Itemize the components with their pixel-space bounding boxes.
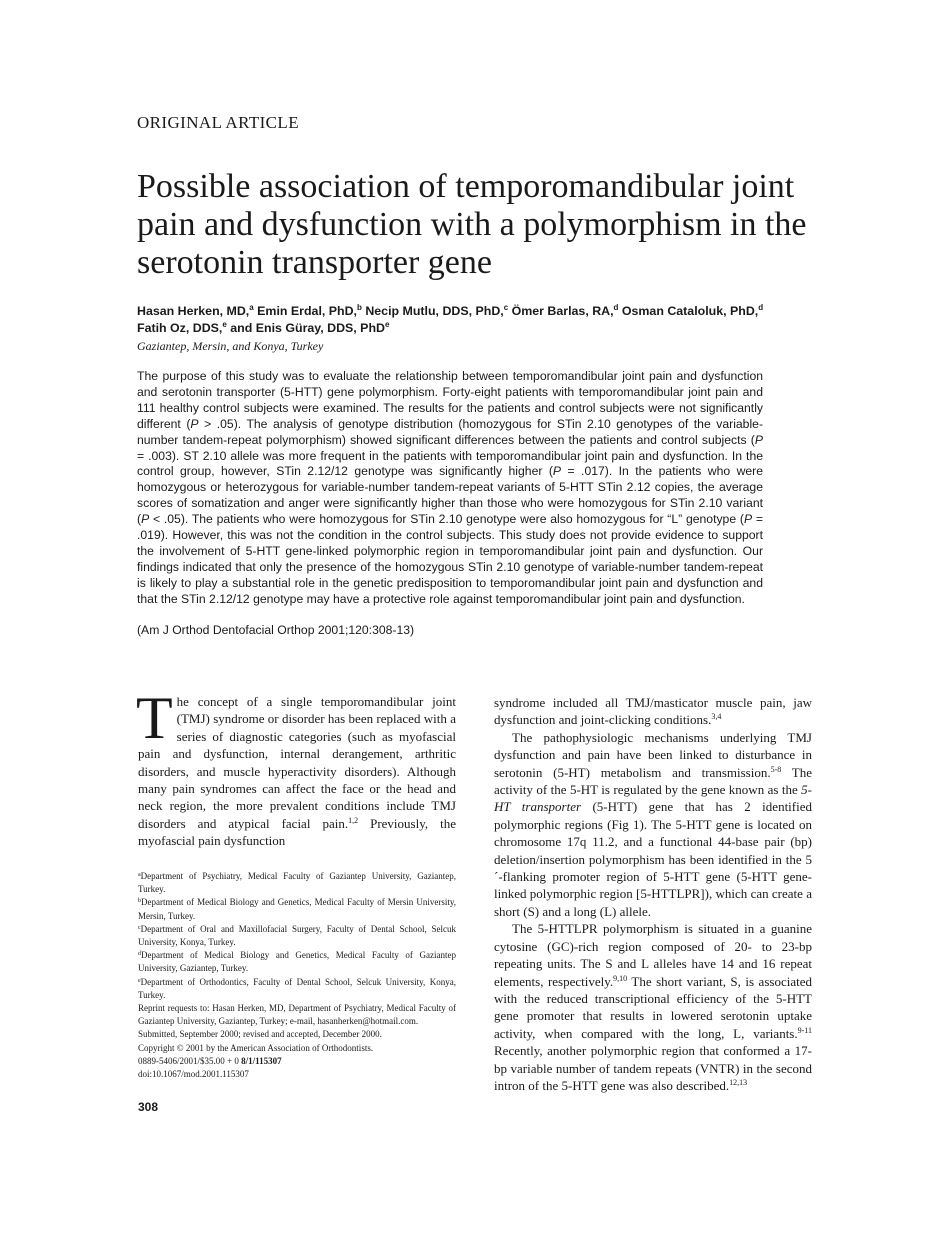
italic-text: 5-HT transporter bbox=[494, 782, 812, 815]
body-column-left bbox=[136, 685, 456, 850]
text-run: The activity of the 5-HT is regulated by the gene known as the bbox=[494, 764, 812, 798]
italic-text: P bbox=[552, 464, 562, 479]
citation-superscript: 3,4 bbox=[711, 712, 722, 722]
affiliation-marker: c bbox=[138, 924, 141, 931]
affiliation-marker: e bbox=[222, 320, 227, 329]
text-run: = .019). However, this was not the condition in the control subjects. This study does not provide evidence to support the involvement of 5-HTT gene-linked polymorphic region in temporomandibular joint pain and dysfunction. Our findings indicated that only the presence of the homozygous STin 2.10 genotype of variable-number tandem-repeat is likely to play a substantial role in the genetic predisposition to temporomandibular joint pain and dysfunction and that the STin 2.12/12 genotype may have a protective role against temporomandibular joint pain and dysfunction. bbox=[137, 512, 763, 606]
text-run: The purpose of this study was to evaluate the relationship between temporomandibular joint pain and dysfunction and serotonin transporter (5-HTT) gene polymorphism. Forty-eight patients with temporomandibular joint pain and 111 healthy control subjects were examined. The results for the patients and control subjects were not significantly different ( bbox=[137, 369, 763, 431]
text-run: he concept of a single temporomandibular joint (TMJ) syndrome or disorder has been replaced with a series of diagnostic categories (such as myofascial pain and dysfunction, internal derangement, arthritic disorders, and muscle hyperactivity disorders). Although many pain syndromes can affect the face or the head and neck region, the more prevalent conditions include TMJ disorders and atypical facial pain. bbox=[138, 694, 456, 831]
author-name: Emin Erdal, PhD, bbox=[257, 304, 357, 318]
italic-text: P bbox=[141, 512, 150, 527]
author-name: Osman Cataloluk, PhD, bbox=[621, 304, 759, 318]
issn-price: 0889-5406/2001/$35.00 + 0 bbox=[138, 1055, 242, 1066]
affiliation-marker: e bbox=[384, 320, 390, 329]
citation-superscript: 12,13 bbox=[729, 1077, 748, 1087]
intro-paragraph bbox=[136, 685, 456, 850]
article-title: Possible association of temporomandibular joint pain and dysfunction with a polymorphism in the serotonin transporter gene bbox=[137, 168, 807, 281]
citation-superscript: 5-8 bbox=[770, 764, 782, 774]
footnotes bbox=[138, 870, 456, 1081]
affiliation-marker: d bbox=[613, 303, 619, 312]
affiliation-text: Department of Medical Biology and Genetics, Medical Faculty of Mersin University, Mersin, Turkey. bbox=[138, 897, 456, 921]
affiliation-text: Department of Oral and Maxillofacial Surgery, Faculty of Dental School, Selcuk University, Konya, Turkey. bbox=[138, 923, 456, 948]
author-location: Gaziantep, Mersin, and Konya, Turkey bbox=[137, 339, 324, 353]
citation-superscript: 9-11 bbox=[797, 1025, 812, 1035]
affiliation-marker: e bbox=[138, 977, 141, 984]
section-label: ORIGINAL ARTICLE bbox=[137, 113, 299, 132]
body-paragraph bbox=[494, 694, 812, 729]
abstract bbox=[137, 369, 763, 608]
author-name: and Enis Güray, DDS, PhD bbox=[230, 321, 385, 335]
text-run: = .017). In the patients who were homozygous or heterozygous for variable-number tandem-repeat variants of 5-HTT STin 2.12 copies, the average scores of somatization and anger were significantly higher than those who were homozygous for STin 2.10 variant ( bbox=[137, 464, 763, 527]
affiliation-text: Department of Psychiatry, Medical Faculty of Gaziantep University, Gaziantep, Turkey. bbox=[138, 871, 456, 895]
affiliation-marker: a bbox=[138, 872, 141, 878]
affiliation-marker: d bbox=[138, 951, 141, 958]
citation-superscript: 1,2 bbox=[348, 815, 359, 825]
affiliation-footnote bbox=[138, 896, 456, 922]
author-list bbox=[137, 303, 837, 337]
author-name: Hasan Herken, MD, bbox=[137, 304, 250, 318]
author-name: Fatih Oz, DDS, bbox=[137, 321, 223, 335]
text-run: = .003). ST 2.10 allele was more frequent in the patients with temporomandibular joint pain and dysfunction. In the control group, however, STin 2.12/12 genotype was significantly higher ( bbox=[137, 448, 763, 479]
article-code bbox=[138, 1055, 456, 1068]
affiliation-footnote bbox=[138, 949, 456, 975]
affiliation-footnote bbox=[138, 870, 456, 896]
affiliation-marker: c bbox=[503, 303, 509, 312]
text-run: Previously, the myofascial pain dysfunction bbox=[138, 815, 456, 849]
text-run: Recently, another polymorphic region that conformed a 17-bp variable number of tandem repeats (VNTR) in the second intron of the 5-HTT gene was also described. bbox=[494, 1043, 812, 1093]
body-column-right bbox=[494, 694, 812, 1094]
text-run: syndrome included all TMJ/masticator muscle pain, jaw dysfunction and joint-clicking conditions. bbox=[494, 695, 812, 728]
text-run: > .05). The analysis of genotype distribution (homozygous for STin 2.10 genotypes of the variable-number tandem-repeat polymorphism) showed significant differences between the patients and control subjects ( bbox=[137, 416, 764, 447]
text-run: The 5-HTTLPR polymorphism is situated in a guanine cytosine (GC)-rich region composed of 20- to 23-bp repeating units. The S and L alleles have 14 and 16 repeat elements, respectively. bbox=[494, 921, 812, 989]
text-run: The short variant, S, is associated with the reduced transcriptional efficiency of the 5-HTT gene promoter that results in lowered serotonin uptake activity, when compared with the long, L, variants. bbox=[494, 973, 812, 1041]
citation-superscript: 9,10 bbox=[613, 973, 628, 983]
drop-cap: T bbox=[136, 685, 173, 751]
affiliation-marker: d bbox=[758, 303, 764, 312]
submission-dates: Submitted, September 2000; revised and accepted, December 2000. bbox=[138, 1029, 382, 1040]
italic-text: P bbox=[190, 416, 199, 431]
affiliation-marker: a bbox=[249, 303, 254, 312]
copyright-line: Copyright © 2001 by the American Association of Orthodontists. bbox=[138, 1042, 374, 1053]
article-id: 8/1/115307 bbox=[241, 1055, 282, 1066]
affiliation-text: Department of Medical Biology and Genetics, Medical Faculty of Gaziantep University, Gaziantep, Turkey. bbox=[138, 950, 456, 974]
affiliation-marker: b bbox=[357, 303, 362, 312]
italic-text: P bbox=[754, 432, 763, 447]
body-paragraph bbox=[494, 729, 812, 920]
text-run: The pathophysiologic mechanisms underlying TMJ dysfunction and pain have been linked to disturbance in serotonin (5-HT) metabolism and transmission. bbox=[494, 729, 812, 780]
affiliation-footnote bbox=[138, 923, 456, 949]
author-name: Ömer Barlas, RA, bbox=[511, 304, 614, 318]
text-run: < .05). The patients who were homozygous for STin 2.10 genotype were also homozygous for “L” genotype ( bbox=[149, 512, 744, 527]
reprint-note: Reprint requests to: Hasan Herken, MD, Department of Psychiatry, Medical Faculty of Gaziantep University, Gaziantep, Turkey; e-mail, hasanherken@hotmail.com. bbox=[138, 1003, 456, 1027]
author-name: Necip Mutlu, DDS, PhD, bbox=[365, 304, 504, 318]
body-paragraph bbox=[494, 920, 812, 1094]
affiliation-marker: b bbox=[138, 898, 141, 905]
doi: doi:10.1067/mod.2001.115307 bbox=[138, 1069, 249, 1080]
page-number: 308 bbox=[138, 1100, 159, 1114]
affiliation-text: Department of Orthodontics, Faculty of Dental School, Selcuk University, Konya, Turkey. bbox=[138, 976, 456, 1000]
text-run: (5-HTT) gene that has 2 identified polymorphic regions (Fig 1). The 5-HTT gene is located on chromosome 17q 11.2, and a functional 44-base pair (bp) deletion/insertion polymorphism has been identified in the 5´-flanking promoter region of 5-HTT gene (5-HTT gene-linked polymorphic region [5-HTTLPR]), which can create a short (S) and a long (L) allele. bbox=[494, 799, 813, 919]
italic-text: P bbox=[743, 512, 753, 527]
affiliation-footnote bbox=[138, 976, 456, 1002]
journal-citation: (Am J Orthod Dentofacial Orthop 2001;120:308-13) bbox=[137, 623, 415, 637]
